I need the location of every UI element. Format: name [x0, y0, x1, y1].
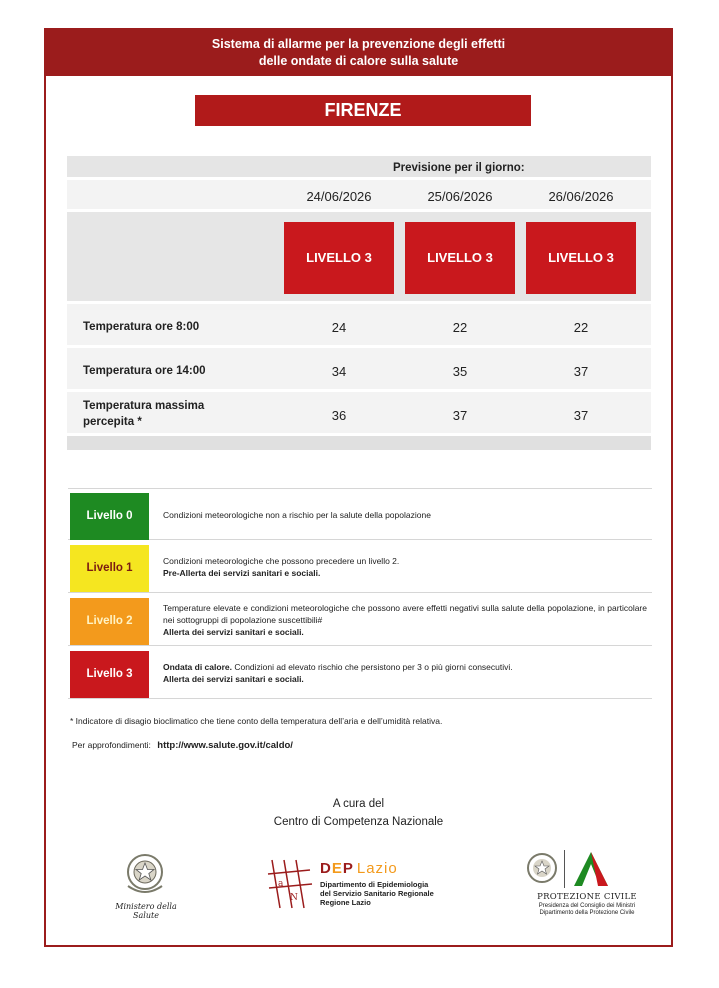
legend-text-level-1: [163, 541, 647, 593]
legend-lead-level-3: Ondata di calore.: [163, 662, 232, 672]
pc-caption: [522, 903, 652, 917]
dep-brand: [320, 860, 398, 877]
legend-desc-level-3-line: [163, 661, 647, 673]
italian-emblem-small-icon: [524, 850, 560, 890]
temp-8-day-1: 24: [331, 320, 347, 335]
ministero-label: Ministero della Salute: [115, 902, 177, 920]
city-title: FIRENZE: [195, 95, 531, 126]
legend-text-level-0: [163, 489, 647, 541]
pc-title: PROTEZIONE CIVILE: [537, 892, 637, 902]
legend-row-level-2: [68, 594, 652, 646]
dep-brand-p: P: [342, 860, 354, 877]
more-info-label: Per approfondimenti:: [72, 740, 151, 750]
legend-badge-level-0: Livello 0: [70, 493, 149, 540]
temp-perceived-day-1: 36: [331, 408, 347, 423]
dep-caption-line-2: del Servizio Sanitario Regionale: [320, 889, 434, 898]
credits-line-1: A cura del: [332, 798, 385, 810]
svg-text:N: N: [290, 893, 298, 903]
date-3: 26/06/2026: [548, 189, 614, 204]
legend-alert-level-1: Pre-Allerta dei servizi sanitari e sociali.: [163, 568, 321, 578]
date-2: 25/06/2026: [427, 189, 493, 204]
protezione-civile-triangle-icon: [568, 848, 614, 888]
temp-14-label: Temperatura ore 14:00: [83, 365, 206, 377]
legend-alert-level-3: Allerta dei servizi sanitari e sociali.: [163, 674, 304, 684]
temp-8-row: [67, 304, 651, 348]
temp-14-day-1: 34: [331, 364, 347, 379]
bulletin-frame: [44, 28, 673, 947]
temp-14-row: [67, 348, 651, 392]
header-band: [46, 30, 671, 76]
temp-8-day-2: 22: [452, 320, 468, 335]
level-badge-day-3: LIVELLO 3: [526, 222, 636, 294]
legend-row-level-3: [68, 647, 652, 699]
date-1: 24/06/2026: [306, 189, 372, 204]
temp-perceived-label-line-2: percepita *: [83, 416, 142, 428]
dep-brand-d: D: [320, 860, 332, 877]
temp-perceived-row: [67, 392, 651, 436]
level-legend: [68, 488, 652, 700]
forecast-dates-row: [67, 180, 651, 212]
forecast-heading: Previsione per il giorno:: [393, 162, 525, 174]
legend-desc-level-2: Temperature elevate e condizioni meteorologiche che possono avere effetti negativi sulla salute della popolazione, in particolare nei sottogruppi di popolazione suscettibili#: [163, 603, 647, 625]
dep-brand-e: E: [331, 860, 343, 877]
temp-14-day-2: 35: [452, 364, 468, 379]
dep-caption: [320, 880, 434, 907]
forecast-heading-row: [67, 156, 651, 180]
legend-badge-level-2: Livello 2: [70, 598, 149, 645]
forecast-footer-band: [67, 436, 651, 450]
pc-caption-line-1: Presidenza del Consiglio dei Ministri: [538, 903, 636, 909]
footnote: * Indicatore di disagio bioclimatico che tiene conto della temperatura dell’aria e dell’umidità relativa.: [70, 716, 443, 726]
logo-divider: [564, 850, 565, 888]
legend-desc-level-3: Condizioni ad elevato rischio che persistono per 3 o più giorni consecutivi.: [231, 662, 513, 672]
legend-desc-level-1: Condizioni meteorologiche che possono precedere un livello 2.: [163, 556, 400, 566]
header-line-2: delle ondate di calore sulla salute: [258, 54, 459, 68]
credits-line-2: Centro di Competenza Nazionale: [273, 816, 444, 828]
legend-text-level-3: [163, 647, 647, 699]
temp-perceived-label: [83, 398, 243, 430]
temp-8-label: Temperatura ore 8:00: [83, 321, 200, 333]
level-badge-day-2: LIVELLO 3: [405, 222, 515, 294]
forecast-table: [67, 156, 651, 450]
dep-lazio-logo: [266, 856, 446, 918]
dep-brand-lazio: Lazio: [356, 860, 398, 877]
legend-badge-level-1: Livello 1: [70, 545, 149, 592]
forecast-levels-row: [67, 212, 651, 304]
legend-desc-level-0: Condizioni meteorologiche non a rischio per la salute della popolazione: [163, 510, 431, 520]
dep-caption-line-3: Regione Lazio: [320, 898, 371, 907]
dep-caption-line-1: Dipartimento di Epidemiologia: [320, 880, 429, 889]
header-line-1: Sistema di allarme per la prevenzione degli effetti: [211, 37, 506, 51]
more-info: [72, 740, 293, 751]
legend-badge-level-3: Livello 3: [70, 651, 149, 698]
ministero-salute-logo: [106, 850, 186, 920]
temp-perceived-label-line-1: Temperatura massima: [83, 400, 205, 412]
protezione-civile-logo: [522, 848, 652, 922]
legend-row-level-1: [68, 541, 652, 593]
pc-caption-line-2: Dipartimento della Protezione Civile: [539, 910, 635, 916]
more-info-link[interactable]: http://www.salute.gov.it/caldo/: [157, 740, 293, 751]
legend-alert-level-2: Allerta dei servizi sanitari e sociali.: [163, 627, 304, 637]
italian-emblem-icon: [120, 850, 170, 898]
temp-perceived-day-3: 37: [573, 408, 589, 423]
dep-grid-icon: [266, 856, 314, 912]
level-badge-day-1: LIVELLO 3: [284, 222, 394, 294]
legend-text-level-2: [163, 594, 647, 646]
temp-8-day-3: 22: [573, 320, 589, 335]
temp-14-day-3: 37: [573, 364, 589, 379]
svg-text:a: a: [278, 879, 284, 889]
legend-row-level-0: [68, 488, 652, 540]
temp-perceived-day-2: 37: [452, 408, 468, 423]
